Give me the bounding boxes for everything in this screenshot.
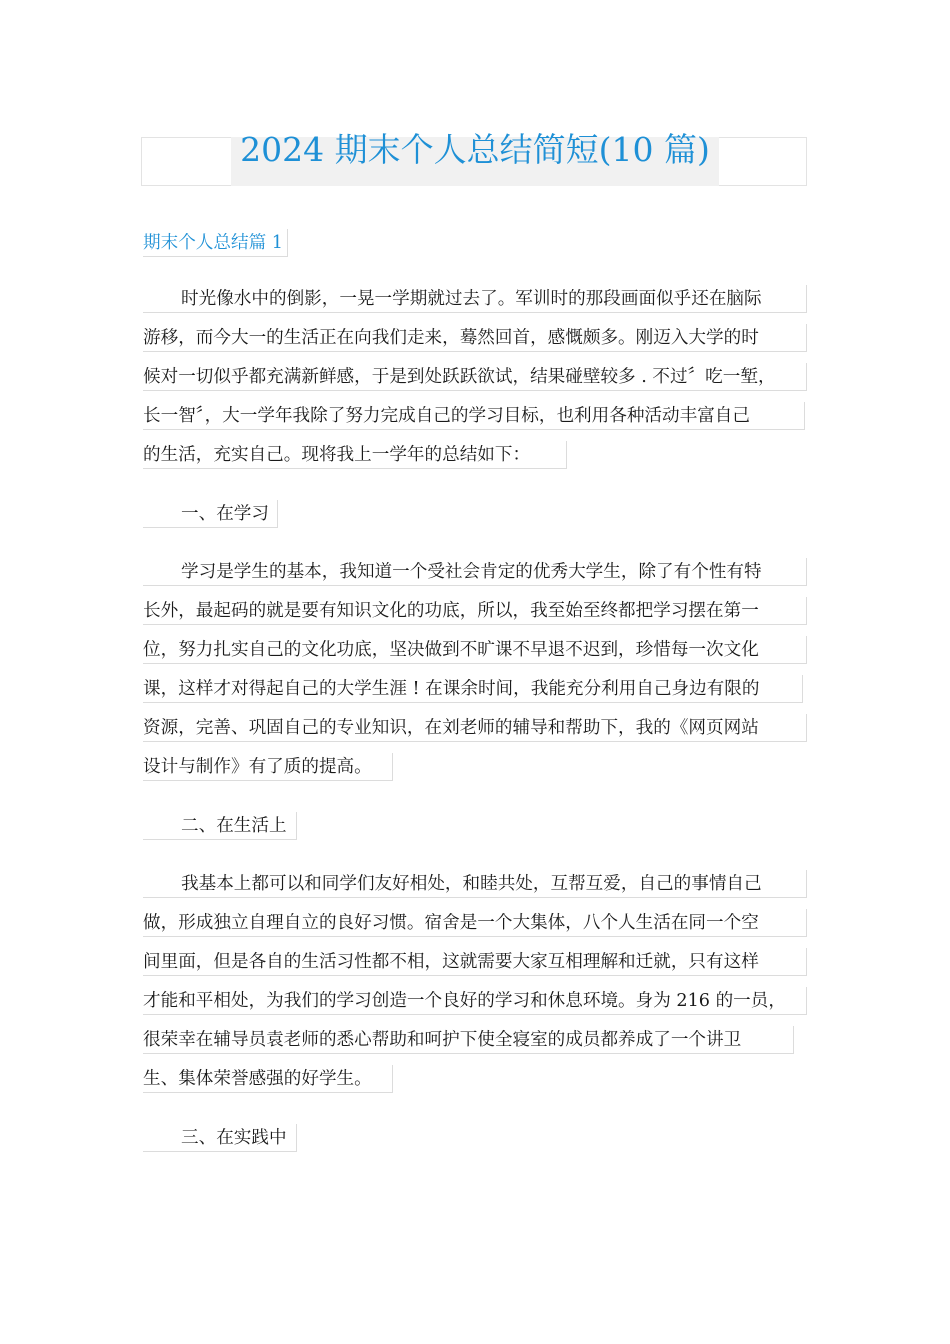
document-title: 2024 期末个人总结简短(10 篇) [240, 130, 710, 169]
paragraph-line: 做，形成独立自理自立的良好习惯。宿舍是一个大集体，八个人生活在同一个空 [143, 909, 807, 937]
paragraph-line: 间里面，但是各自的生活习性都不相，这就需要大家互相理解和迁就，只有这样 [143, 948, 807, 976]
paragraph-line: 很荣幸在辅导员袁老师的悉心帮助和呵护下使全寝室的成员都养成了一个讲卫 [143, 1026, 794, 1054]
paragraph-line: 生、集体荣誉感强的好学生。 [143, 1065, 393, 1093]
heading-study: 一、在学习 [143, 500, 278, 528]
paragraph-line: 长一智〞，大一学年我除了努力完成自己的学习目标，也利用各种活动丰富自己 [143, 402, 805, 430]
paragraph-line: 设计与制作》有了质的提高。 [143, 753, 393, 781]
paragraph-line: 学习是学生的基本，我知道一个受社会肯定的优秀大学生，除了有个性有特 [143, 558, 807, 586]
heading-practice: 三、在实践中 [143, 1124, 297, 1152]
paragraph-line: 资源，完善、巩固自己的专业知识，在刘老师的辅导和帮助下，我的《网页网站 [143, 714, 807, 742]
paragraph-line: 位，努力扎实自己的文化功底，坚决做到不旷课不早退不迟到，珍惜每一次文化 [143, 636, 807, 664]
paragraph-line: 候对一切似乎都充满新鲜感，于是到处跃跃欲试，结果碰壁较多 . 不过〞吃一堑， [143, 363, 807, 391]
paragraph-line: 时光像水中的倒影，一晃一学期就过去了。军训时的那段画面似乎还在脑际 [143, 285, 807, 313]
paragraph-line: 的生活，充实自己。现将我上一学年的总结如下： [143, 441, 567, 469]
heading-life: 二、在生活上 [143, 812, 297, 840]
paragraph-line: 课，这样才对得起自己的大学生涯 ! 在课余时间，我能充分利用自己身边有限的 [143, 675, 803, 703]
paragraph-line: 长外，最起码的就是要有知识文化的功底，所以，我至始至终都把学习摆在第一 [143, 597, 807, 625]
paragraph-line: 游移，而今大一的生活正在向我们走来，蓦然回首，感慨颇多。刚迈入大学的时 [143, 324, 807, 352]
section-title: 期末个人总结篇 1 [143, 229, 288, 257]
paragraph-line: 我基本上都可以和同学们友好相处，和睦共处，互帮互爱，自己的事情自己 [143, 870, 807, 898]
paragraph-line: 才能和平相处，为我们的学习创造一个良好的学习和休息环境。身为 216 的一员， [143, 987, 807, 1015]
